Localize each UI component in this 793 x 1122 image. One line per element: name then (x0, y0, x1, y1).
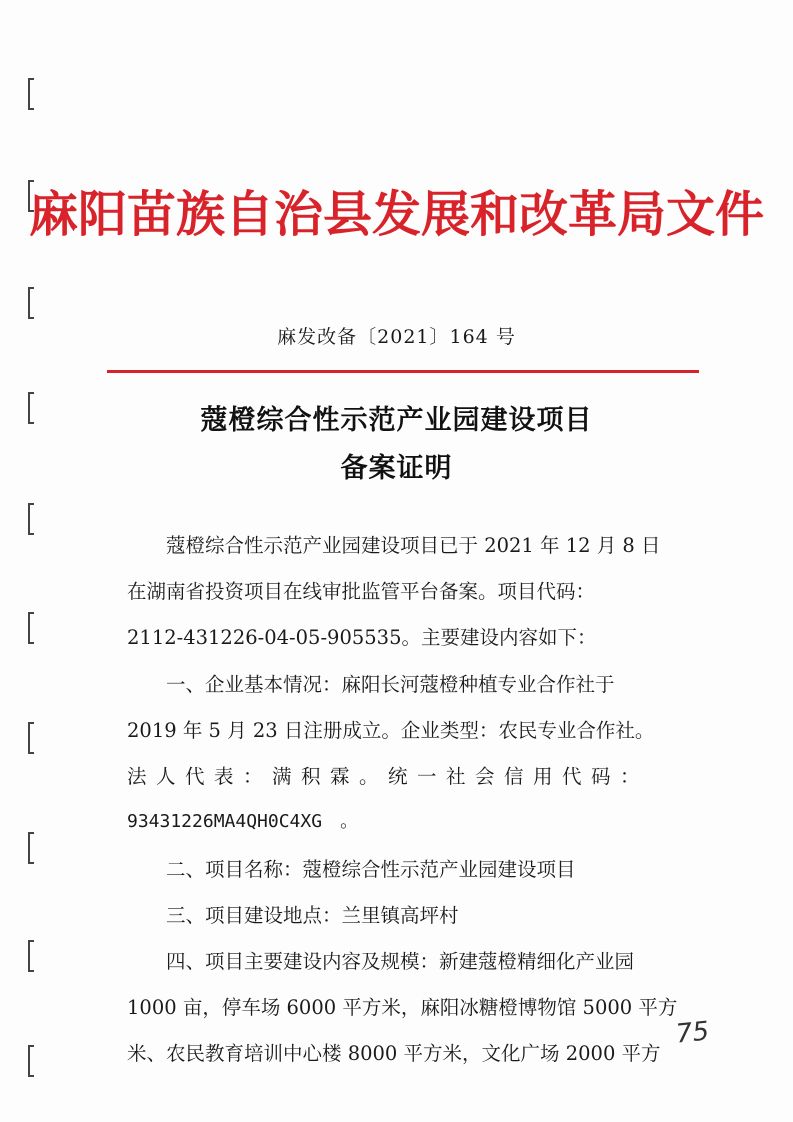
binding-mark (28, 612, 34, 644)
body-line: 四、项目主要建设内容及规模：新建蔻橙精细化产业园 (127, 950, 635, 973)
body-line: 一、企业基本情况：麻阳长河蔻橙种植专业合作社于 (127, 673, 615, 696)
red-separator-line (107, 370, 699, 373)
binding-mark (28, 287, 34, 319)
body-line: 蔻橙综合性示范产业园建设项目已于 2021 年 12 月 8 日 (127, 534, 661, 557)
binding-mark (28, 78, 34, 110)
body-line: 二、项目名称：蔻橙综合性示范产业园建设项目 (127, 858, 576, 881)
document-title: 蔻橙综合性示范产业园建设项目 (200, 405, 593, 436)
body-line: 法人代表：满积霖。统一社会信用代码： (127, 765, 650, 788)
binding-mark (28, 940, 34, 972)
document-number: 麻发改备〔2021〕164 号 (277, 326, 516, 348)
binding-mark (28, 1045, 34, 1077)
issuing-authority-header: 麻阳苗族自治县发展和改革局文件 (28, 185, 764, 243)
body-line: 米、农民教育培训中心楼 8000 平方米，文化广场 2000 平方 (127, 1042, 661, 1065)
handwritten-page-mark: 75 (674, 1016, 711, 1050)
document-subtitle: 备案证明 (340, 453, 453, 484)
body-line: 1000 亩，停车场 6000 平方米，麻阳冰糖橙博物馆 5000 平方 (127, 996, 678, 1019)
binding-mark (28, 832, 34, 864)
body-line: 三、项目建设地点：兰里镇高坪村 (127, 904, 459, 927)
body-line: 2112-431226-04-05-905535。主要建设内容如下： (127, 626, 597, 649)
binding-mark (28, 722, 34, 754)
bleed-through-text (560, 22, 584, 51)
binding-mark (28, 503, 34, 535)
body-line: 在湖南省投资项目在线审批监管平台备案。项目代码： (127, 580, 596, 603)
body-line: 93431226MA4QH0C4XG 。 (127, 811, 359, 832)
body-line: 2019 年 5 月 23 日注册成立。企业类型：农民专业合作社。 (127, 719, 655, 742)
